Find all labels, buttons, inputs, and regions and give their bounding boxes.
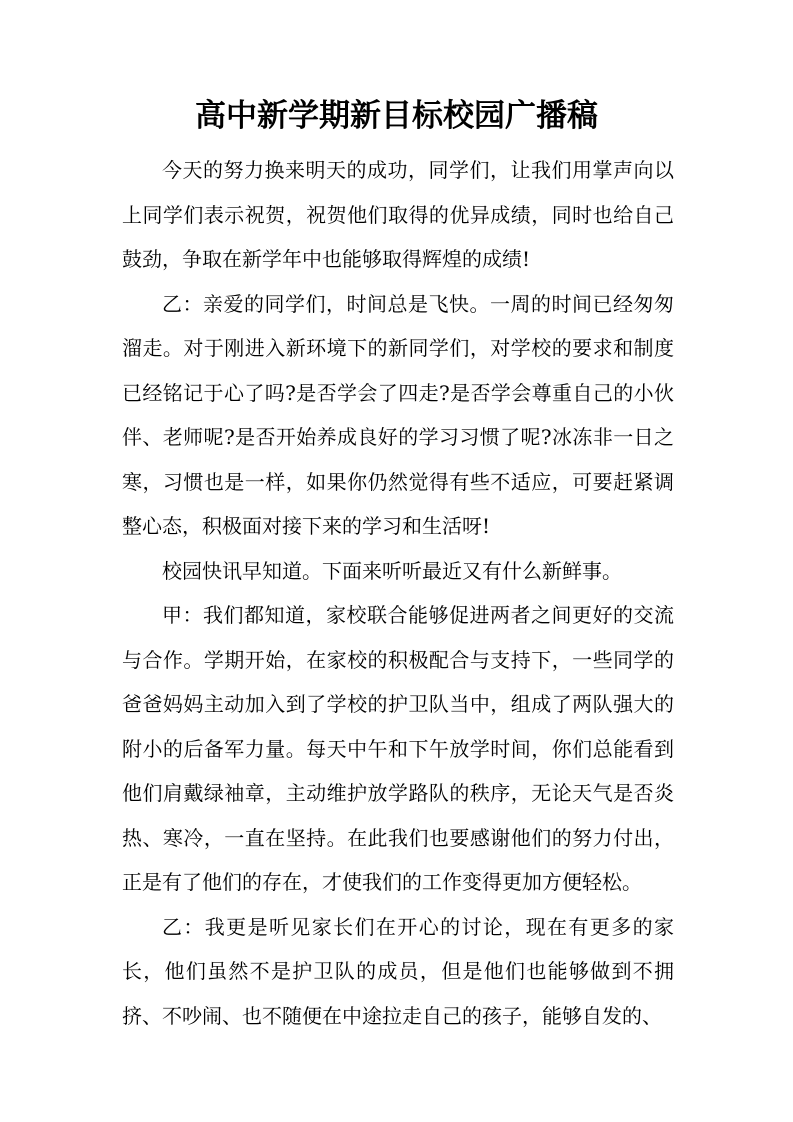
paragraph: 今天的努力换来明天的成功，同学们，让我们用掌声向以上同学们表示祝贺，祝贺他们取得的优异成绩，同时也给自己鼓劲，争取在新学年中也能够取得辉煌的成绩! [122, 158, 674, 271]
paragraph: 乙：亲爱的同学们，时间总是飞快。一周的时间已经匆匆溜走。对于刚进入新环境下的新同学们，对学校的要求和制度已经铭记于心了吗?是否学会了四走?是否学会尊重自己的小伙伴、老师呢?是否开始养成良好的学习习惯了呢?冰冻非一日之寒，习惯也是一样，如果你仍然觉得有些不适应，可要赶紧调整心态，积极面对接下来的学习和生活呀! [122, 291, 674, 538]
paragraph: 校园快讯早知道。下面来听听最近又有什么新鲜事。 [162, 558, 622, 583]
paragraph: 甲：我们都知道，家校联合能够促进两者之间更好的交流与合作。学期开始，在家校的积极配合与支持下，一些同学的爸爸妈妈主动加入到了学校的护卫队当中，组成了两队强大的附小的后备军力量。每天中午和下午放学时间，你们总能看到他们肩戴绿袖章，主动维护放学路队的秩序，无论天气是否炎热、寒冷，一直在坚持。在此我们也要感谢他们的努力付出，正是有了他们的存在，才使我们的工作变得更加方便轻松。 [122, 603, 674, 894]
paragraph: 乙：我更是听见家长们在开心的讨论，现在有更多的家长，他们虽然不是护卫队的成员，但是他们也能够做到不拥挤、不吵闹、也不随便在中途拉走自己的孩子，能够自发的、 [122, 914, 674, 1028]
document-body [122, 148, 674, 1038]
document-title: 高中新学期新目标校园广播稿 [195, 98, 598, 134]
